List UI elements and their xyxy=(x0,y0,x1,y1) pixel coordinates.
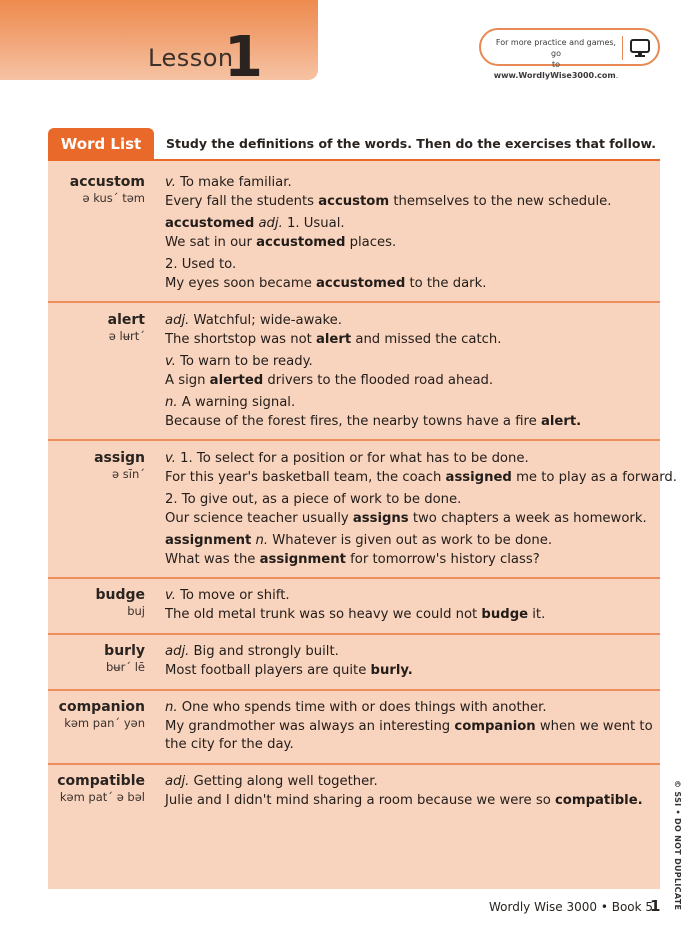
example-text: A sign xyxy=(165,372,210,388)
sense xyxy=(165,587,645,624)
part-of-speech: v. xyxy=(165,175,176,190)
headword-text: assign xyxy=(94,450,145,466)
entry-divider xyxy=(48,763,660,765)
website-line2-suffix: . xyxy=(615,71,619,80)
part-of-speech: v. xyxy=(165,451,176,466)
headword xyxy=(48,311,145,343)
headword xyxy=(48,586,145,618)
definitions xyxy=(165,699,653,759)
headword xyxy=(48,449,145,481)
part-of-speech: adj. xyxy=(254,216,283,231)
sense xyxy=(165,699,653,755)
definition-text: To move or shift. xyxy=(175,588,290,603)
sense xyxy=(165,532,645,569)
example-text: The shortstop was not xyxy=(165,331,316,347)
entry-divider xyxy=(48,439,660,441)
example-text: two chapters a week as homework. xyxy=(408,510,647,526)
pronunciation: ə sīn´ xyxy=(112,467,145,481)
pronunciation: kəm pat´ ə bəl xyxy=(59,790,145,804)
website-callout xyxy=(479,28,660,80)
part-of-speech: adj. xyxy=(165,774,190,789)
definitions xyxy=(165,174,645,297)
part-of-speech: v. xyxy=(165,588,176,603)
example-text: What was the xyxy=(165,551,260,567)
example-text: The old metal trunk was so heavy we could not xyxy=(165,606,482,622)
sense xyxy=(165,643,645,680)
example-keyword: alert xyxy=(316,331,352,347)
definition-text: Getting along well together. xyxy=(189,774,378,789)
example-text: Julie and I didn't mind sharing a room because we were so xyxy=(165,792,555,808)
example-keyword: companion xyxy=(454,718,536,734)
headword xyxy=(48,173,145,205)
callout-divider xyxy=(622,36,623,60)
instructions: Study the definitions of the words. Then do the exercises that follow. xyxy=(166,136,656,151)
headword-text: budge xyxy=(95,587,145,603)
sense xyxy=(165,174,645,211)
example-keyword: alert. xyxy=(540,413,582,429)
sense xyxy=(165,256,645,293)
entry-divider xyxy=(48,301,660,303)
definition-text: A warning signal. xyxy=(177,395,296,410)
sense xyxy=(165,215,645,252)
example-text: it. xyxy=(528,606,546,622)
part-of-speech: v. xyxy=(165,354,176,369)
definitions xyxy=(165,587,645,628)
definition-text: To warn to be ready. xyxy=(175,354,313,369)
website-text xyxy=(491,37,621,81)
page-number: 1 xyxy=(650,897,661,915)
entry-divider xyxy=(48,577,660,579)
monitor-icon xyxy=(629,38,651,58)
copyright-text: © SSI • DO NOT DUPLICATE xyxy=(673,780,682,911)
example-keyword: budge xyxy=(481,606,529,622)
definitions xyxy=(165,312,645,435)
example-keyword: compatible. xyxy=(554,792,643,808)
definition-text: Watchful; wide-awake. xyxy=(189,313,342,328)
example-text: drivers to the flooded road ahead. xyxy=(263,372,494,388)
sense xyxy=(165,773,645,810)
copyright-notice xyxy=(673,780,688,911)
example-text: me to play as a forward. xyxy=(511,469,677,485)
headword-text: companion xyxy=(58,699,145,715)
sense xyxy=(165,394,645,431)
headword xyxy=(48,772,145,804)
example-text: My grandmother was always an interesting xyxy=(165,718,455,734)
example-text: for tomorrow's history class? xyxy=(345,551,540,567)
example-text: to the dark. xyxy=(405,275,487,291)
definition-text: 2. To give out, as a piece of work to be done. xyxy=(165,492,462,507)
part-of-speech: adj. xyxy=(165,313,190,328)
part-of-speech: n. xyxy=(165,395,178,410)
headword-text: burly xyxy=(104,643,145,659)
example-text: My eyes soon became xyxy=(165,275,316,291)
example-text: Our science teacher usually xyxy=(165,510,353,526)
example-keyword: assigned xyxy=(445,469,512,485)
pronunciation: kəm pan´ yən xyxy=(64,716,145,730)
headword-text: accustom xyxy=(69,174,145,190)
website-line2-prefix: to xyxy=(551,60,561,69)
sense xyxy=(165,491,645,528)
definition-text: 2. Used to. xyxy=(165,257,237,272)
example-keyword: accustomed xyxy=(316,275,406,291)
definition-text: To make familiar. xyxy=(175,175,292,190)
definitions xyxy=(165,643,645,684)
definition-text: Big and strongly built. xyxy=(189,644,339,659)
example-text: For this year's basketball team, the coach xyxy=(165,469,446,485)
entry-divider xyxy=(48,689,660,691)
headword-text: alert xyxy=(107,312,145,328)
definition-text: 1. To select for a position or for what has to be done. xyxy=(175,451,529,466)
example-text: Because of the forest fires, the nearby towns have a fire xyxy=(165,413,541,429)
definitions xyxy=(165,773,645,814)
part-of-speech: n. xyxy=(251,533,269,548)
definition-text: Whatever is given out as work to be done. xyxy=(268,533,553,548)
pronunciation: bʉr´ lē xyxy=(106,660,145,674)
derived-word: accustomed xyxy=(165,216,255,231)
example-text: themselves to the new schedule. xyxy=(389,193,612,209)
example-keyword: assignment xyxy=(259,551,346,567)
example-keyword: alerted xyxy=(209,372,264,388)
example-text: Every fall the students xyxy=(165,193,319,209)
example-text: and missed the catch. xyxy=(351,331,502,347)
example-text: the city for the day. xyxy=(165,737,294,752)
sense xyxy=(165,450,677,487)
footer-title: Wordly Wise 3000 • Book 5 xyxy=(489,900,654,914)
headword-text: compatible xyxy=(57,773,145,789)
sense xyxy=(165,353,645,390)
derived-word: assignment xyxy=(165,533,252,548)
example-text: places. xyxy=(345,234,397,250)
pronunciation: buj xyxy=(127,604,145,618)
sense xyxy=(165,312,645,349)
entry-divider xyxy=(48,633,660,635)
example-keyword: assigns xyxy=(352,510,409,526)
part-of-speech: n. xyxy=(165,700,178,715)
definition-text: One who spends time with or does things with another. xyxy=(177,700,547,715)
definitions xyxy=(165,450,677,573)
website-url[interactable]: www.WordlyWise3000.com xyxy=(493,71,616,80)
headword xyxy=(48,698,145,730)
pronunciation: ə kus´ təm xyxy=(82,191,145,205)
example-text: We sat in our xyxy=(165,234,257,250)
lesson-label: Lesson xyxy=(148,44,234,72)
example-keyword: burly. xyxy=(370,662,413,678)
word-list-tab: Word List xyxy=(48,128,154,160)
lesson-number: 1 xyxy=(224,25,263,90)
example-text: when we went to xyxy=(535,718,653,734)
website-line1: For more practice and games, go xyxy=(495,38,617,58)
example-text: Most football players are quite xyxy=(165,662,371,678)
headword xyxy=(48,642,145,674)
word-list-panel xyxy=(48,161,677,889)
example-keyword: accustomed xyxy=(256,234,346,250)
example-keyword: accustom xyxy=(318,193,390,209)
part-of-speech: adj. xyxy=(165,644,190,659)
definition-text: 1. Usual. xyxy=(282,216,345,231)
pronunciation: ə lʉrt´ xyxy=(108,329,145,343)
